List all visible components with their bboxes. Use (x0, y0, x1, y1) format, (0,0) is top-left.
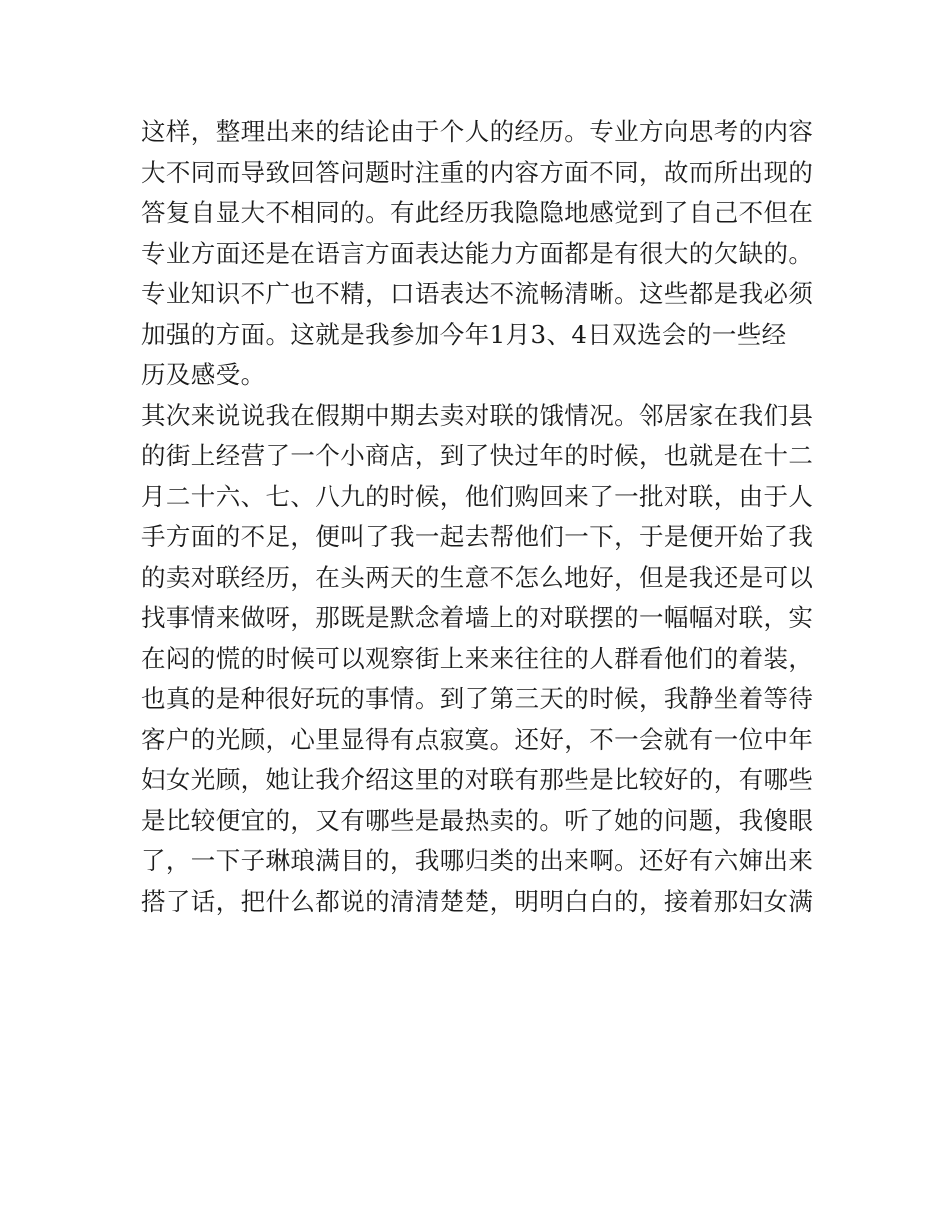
text-line: 答复自显大不相同的。有此经历我隐隐地感觉到了自己不但在 (141, 198, 814, 227)
text-line: 搭了话，把什么都说的清清楚楚，明明白白的，接着那妇女满 (141, 886, 814, 916)
text-line: 其次来说说我在假期中期去卖对联的饿情况。邻居家在我们县 (141, 400, 814, 430)
text-line: 也真的是种很好玩的事情。到了第三天的时候，我静坐着等待 (141, 684, 814, 713)
text-line: 专业知识不广也不精，口语表达不流畅清晰。这些都是我必须 (141, 279, 814, 308)
text-line: 的卖对联经历，在头两天的生意不怎么地好，但是我还是可以 (141, 562, 814, 592)
text-line: 客户的光顾，心里显得有点寂寞。还好，不一会就有一位中年 (141, 724, 814, 754)
text-line: 专业方面还是在语言方面表达能力方面都是有很大的欠缺的。 (141, 238, 814, 268)
body-text (141, 112, 831, 922)
text-line: 历及感受。 (141, 360, 266, 389)
text-line: 是比较便宜的，又有哪些是最热卖的。听了她的问题，我傻眼 (141, 805, 814, 835)
text-line: 了，一下子琳琅满目的，我哪归类的出来啊。还好有六婶出来 (141, 846, 814, 875)
text-line: 找事情来做呀，那既是默念着墙上的对联摆的一幅幅对联，实 (141, 603, 814, 632)
text-line: 手方面的不足，便叫了我一起去帮他们一下，于是便开始了我 (141, 522, 814, 551)
text-line: 加强的方面。这就是我参加今年1月3、4日双选会的一些经 (141, 319, 787, 349)
text-line: 在闷的慌的时候可以观察街上来来往往的人群看他们的着装， (141, 643, 814, 673)
text-line: 月二十六、七、八九的时候，他们购回来了一批对联，由于人 (141, 481, 814, 511)
text-line: 妇女光顾，她让我介绍这里的对联有那些是比较好的，有哪些 (141, 765, 814, 794)
text-line: 大不同而导致回答问题时注重的内容方面不同，故而所出现的 (141, 157, 814, 187)
text-line: 的街上经营了一个小商店，到了快过年的时候，也就是在十二 (141, 441, 814, 470)
text-line: 这样，整理出来的结论由于个人的经历。专业方向思考的内容 (141, 117, 814, 146)
